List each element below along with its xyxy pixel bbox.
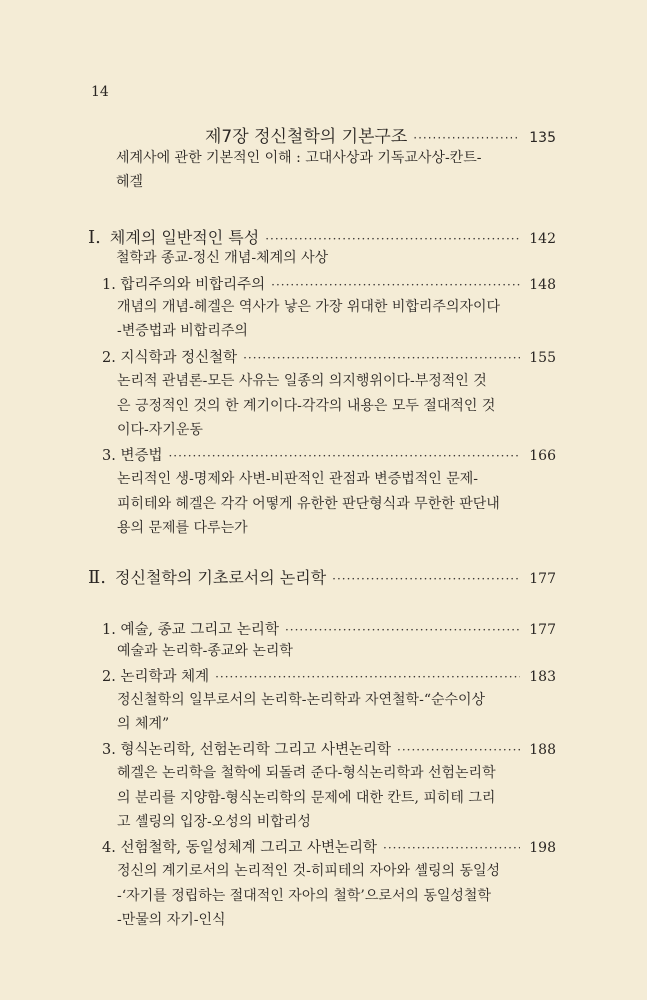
section-page: 142 xyxy=(529,231,556,247)
section-number: Ⅱ. xyxy=(88,567,106,588)
leader-dots xyxy=(168,449,520,463)
page-number: 14 xyxy=(91,84,109,100)
leader-dots xyxy=(285,623,520,637)
subsection-desc-line: 정신철학의 일부로서의 논리학-논리학과 자연철학-“순수이상 xyxy=(117,692,486,708)
section-page: 177 xyxy=(529,571,556,587)
subsection-desc-line: 헤겔은 논리학을 철학에 되돌려 준다-형식논리학과 선험논리학 xyxy=(117,765,496,781)
leader-dots xyxy=(215,670,520,684)
subsection-heading xyxy=(102,273,556,294)
subsection-desc-line: 피히테와 헤겔은 각각 어떻게 유한한 판단형식과 무한한 판단내 xyxy=(117,496,500,512)
leader-dots xyxy=(243,351,520,365)
subsection-desc-line: -만물의 자기-인식 xyxy=(117,912,226,928)
subsection-title: 2. 지식학과 정신철학 xyxy=(102,350,238,366)
subsection-title: 4. 선험철학, 동일성체계 그리고 사변논리학 xyxy=(102,840,377,856)
section-title: 정신철학의 기초로서의 논리학 xyxy=(109,568,327,587)
subsection-page: 188 xyxy=(529,742,556,758)
leader-dots xyxy=(265,232,520,246)
subsection-heading xyxy=(102,836,556,857)
subsection-desc-line: 이다-자기운동 xyxy=(117,422,203,438)
leader-dots xyxy=(332,572,520,586)
leader-dots xyxy=(397,743,520,757)
subsection-title: 1. 합리주의와 비합리주의 xyxy=(102,277,266,293)
chapter-title: 제7장 정신철학의 기본구조 xyxy=(205,127,408,147)
subsection-page: 177 xyxy=(529,622,556,638)
subsection-page: 155 xyxy=(529,350,556,366)
leader-dots xyxy=(413,131,520,145)
leader-dots xyxy=(271,278,520,292)
chapter-desc-line: 헤겔 xyxy=(116,174,144,190)
subsection-page: 183 xyxy=(529,669,556,685)
section-title: 체계의 일반적인 특성 xyxy=(104,228,260,247)
leader-dots xyxy=(383,841,520,855)
subsection-desc-line: 개념의 개념-헤겔은 역사가 낳은 가장 위대한 비합리주의자이다 xyxy=(117,299,501,315)
subsection-page: 166 xyxy=(529,448,556,464)
section-number: Ⅰ. xyxy=(88,227,101,248)
subsection-desc-line: 고 셸링의 입장-오성의 비합리성 xyxy=(117,814,311,830)
subsection-desc-line: 논리적 관념론-모든 사유는 일종의 의지행위이다-부정적인 것 xyxy=(117,373,487,389)
subsection-desc-line: 의 체계” xyxy=(117,716,170,732)
subsection-heading xyxy=(102,444,556,465)
subsection-desc-line: 논리적인 생-명제와 사변-비판적인 관점과 변증법적인 문제- xyxy=(117,471,479,487)
subsection-desc-line: 용의 문제를 다루는가 xyxy=(117,520,248,536)
section-heading-2 xyxy=(88,565,556,588)
chapter-desc-line: 세계사에 관한 기본적인 이해 : 고대사상과 기독교사상-칸트- xyxy=(116,150,482,166)
subsection-desc-line: 의 분리를 지양함-형식논리학의 문제에 대한 칸트, 피히테 그리 xyxy=(117,790,496,806)
subsection-title: 3. 변증법 xyxy=(102,448,163,464)
subsection-page: 198 xyxy=(529,840,556,856)
subsection-heading xyxy=(102,618,556,639)
subsection-title: 3. 형식논리학, 선험논리학 그리고 사변논리학 xyxy=(102,742,392,758)
chapter-heading xyxy=(205,122,556,147)
chapter-page: 135 xyxy=(529,130,556,146)
section-heading-1 xyxy=(88,225,556,248)
subsection-desc-line: -변증법과 비합리주의 xyxy=(117,323,248,339)
section-desc-line: 철학과 종교-정신 개념-체계의 사상 xyxy=(116,250,329,266)
subsection-heading xyxy=(102,346,556,367)
subsection-desc-line: -‘자기를 정립하는 절대적인 자아의 철학’으로서의 동일성철학 xyxy=(117,888,491,904)
subsection-title: 2. 논리학과 체계 xyxy=(102,669,210,685)
subsection-desc-line: 정신의 계기로서의 논리적인 것-히피테의 자아와 셸링의 동일성 xyxy=(117,863,501,879)
subsection-desc-line: 예술과 논리학-종교와 논리학 xyxy=(117,643,293,659)
subsection-title: 1. 예술, 종교 그리고 논리학 xyxy=(102,622,279,638)
subsection-page: 148 xyxy=(529,277,556,293)
subsection-heading xyxy=(102,665,556,686)
subsection-heading xyxy=(102,738,556,759)
subsection-desc-line: 은 긍정적인 것의 한 계기이다-각각의 내용은 모두 절대적인 것 xyxy=(117,398,496,414)
